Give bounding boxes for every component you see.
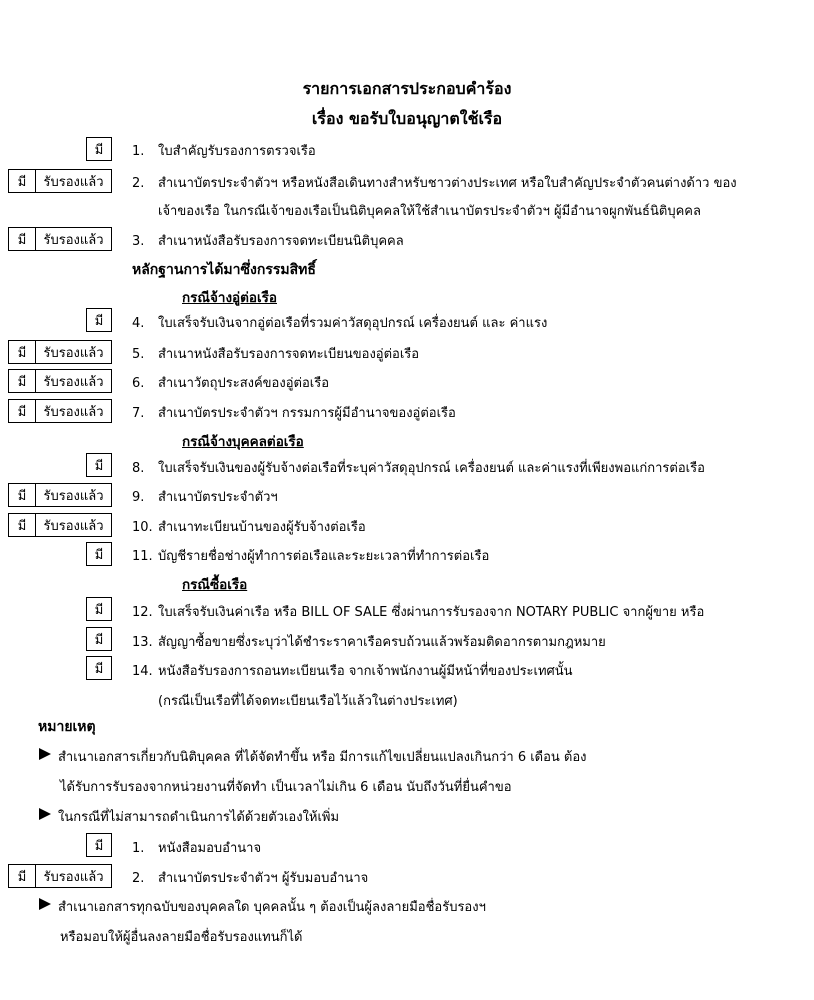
page-title: รายการเอกสารประกอบคำร้อง bbox=[302, 79, 512, 98]
list-item: 1. หนังสือมอบอำนาจ bbox=[132, 841, 262, 856]
list-item: 11. บัญชีรายชื่อช่างผู้ทำการต่อเรือและระยะเวลาที่ทำการต่อเรือ bbox=[132, 549, 490, 564]
list-item: 12. ใบเสร็จรับเงินค่าเรือ หรือ BILL OF SALE ซึ่งผ่านการรับรองจาก NOTARY PUBLIC จากผู้ขาย หรือ bbox=[132, 605, 705, 620]
page-subject: เรื่อง ขอรับใบอนุญาตใช้เรือ bbox=[311, 109, 503, 128]
list-item: 2. สำเนาบัตรประจำตัวฯ ผู้รับมอบอำนาจ bbox=[132, 871, 369, 886]
arrow-right-icon bbox=[38, 747, 52, 764]
remark-note: สำเนาเอกสารทุกฉบับของบุคคลใด บุคคลนั้น ๆ ต้องเป็นผู้ลงลายมือชื่อรับรองฯ bbox=[58, 900, 486, 915]
list-item: 4. ใบเสร็จรับเงินจากอู่ต่อเรือที่รวมค่าวัสดุอุปกรณ์ เครื่องยนต์ และ ค่าแรง bbox=[132, 316, 548, 331]
checkbox-certified: มี รับรองแล้ว bbox=[8, 227, 112, 251]
list-item: 8. ใบเสร็จรับเงินของผู้รับจ้างต่อเรือที่ระบุค่าวัสดุอุปกรณ์ เครื่องยนต์ และค่าแรงที่เพียงพอแก่การต่อเรือ bbox=[132, 461, 705, 476]
checkbox-certified: มี รับรองแล้ว bbox=[8, 483, 112, 507]
arrow-right-icon bbox=[38, 807, 52, 824]
checkbox-have: มี bbox=[86, 308, 112, 332]
case-purchase-heading: กรณีซื้อเรือ bbox=[182, 577, 248, 593]
remark-note-continuation: ได้รับการรับรองจากหน่วยงานที่จัดทำ เป็นเวลาไม่เกิน 6 เดือน นับถึงวันที่ยื่นคำขอ bbox=[60, 780, 512, 795]
list-item: 5. สำเนาหนังสือรับรองการจดทะเบียนของอู่ต่อเรือ bbox=[132, 347, 420, 362]
list-item: 13. สัญญาซื้อขายซึ่งระบุว่าได้ชำระราคาเรือครบถ้วนแล้วพร้อมติดอากรตามกฎหมาย bbox=[132, 635, 606, 650]
checkbox-have: มี bbox=[86, 627, 112, 651]
checkbox-have: มี bbox=[86, 137, 112, 161]
list-item-continuation: เจ้าของเรือ ในกรณีเจ้าของเรือเป็นนิติบุคคลให้ใช้สำเนาบัตรประจำตัวฯ ผู้มีอำนาจผูกพันธ์นิติบุคคล bbox=[158, 204, 701, 219]
checkbox-certified: มี รับรองแล้ว bbox=[8, 513, 112, 537]
remark-note: ในกรณีที่ไม่สามารถดำเนินการได้ด้วยตัวเองให้เพิ่ม bbox=[58, 810, 340, 825]
case-shipyard-heading: กรณีจ้างอู่ต่อเรือ bbox=[182, 290, 277, 306]
list-item: 7. สำเนาบัตรประจำตัวฯ กรรมการผู้มีอำนาจของอู่ต่อเรือ bbox=[132, 406, 456, 421]
remarks-heading: หมายเหตุ bbox=[38, 719, 96, 735]
remark-note: สำเนาเอกสารเกี่ยวกับนิติบุคคล ที่ได้จัดทำขึ้น หรือ มีการแก้ไขเปลี่ยนแปลงเกินกว่า 6 เดือน ต้อง bbox=[58, 750, 587, 765]
checkbox-have: มี bbox=[86, 542, 112, 566]
list-item: 14. หนังสือรับรองการถอนทะเบียนเรือ จากเจ้าพนักงานผู้มีหน้าที่ของประเทศนั้น bbox=[132, 664, 573, 679]
list-item: 6. สำเนาวัตถุประสงค์ของอู่ต่อเรือ bbox=[132, 376, 330, 391]
list-item: 2. สำเนาบัตรประจำตัวฯ หรือหนังสือเดินทางสำหรับชาวต่างประเทศ หรือใบสำคัญประจำตัวคนต่างด้าว ของ bbox=[132, 176, 737, 191]
checkbox-have: มี bbox=[86, 453, 112, 477]
checkbox-certified: มี รับรองแล้ว bbox=[8, 340, 112, 364]
list-item-continuation: (กรณีเป็นเรือที่ได้จดทะเบียนเรือไว้แล้วในต่างประเทศ) bbox=[158, 694, 458, 709]
checkbox-certified: มี รับรองแล้ว bbox=[8, 864, 112, 888]
checkbox-certified: มี รับรองแล้ว bbox=[8, 169, 112, 193]
arrow-right-icon bbox=[38, 897, 52, 914]
checkbox-certified: มี รับรองแล้ว bbox=[8, 399, 112, 423]
list-item: 3. สำเนาหนังสือรับรองการจดทะเบียนนิติบุคคล bbox=[132, 234, 404, 249]
checkbox-have: มี bbox=[86, 833, 112, 857]
case-person-heading: กรณีจ้างบุคคลต่อเรือ bbox=[182, 434, 304, 450]
evidence-heading: หลักฐานการได้มาซึ่งกรรมสิทธิ์ bbox=[132, 262, 316, 278]
checkbox-certified: มี รับรองแล้ว bbox=[8, 369, 112, 393]
remark-note-continuation: หรือมอบให้ผู้อื่นลงลายมือชื่อรับรองแทนก็ได้ bbox=[60, 930, 303, 945]
checkbox-have: มี bbox=[86, 656, 112, 680]
list-item: 9. สำเนาบัตรประจำตัวฯ bbox=[132, 490, 278, 505]
checkbox-have: มี bbox=[86, 597, 112, 621]
list-item: 1. ใบสำคัญรับรองการตรวจเรือ bbox=[132, 144, 316, 159]
list-item: 10. สำเนาทะเบียนบ้านของผู้รับจ้างต่อเรือ bbox=[132, 520, 366, 535]
